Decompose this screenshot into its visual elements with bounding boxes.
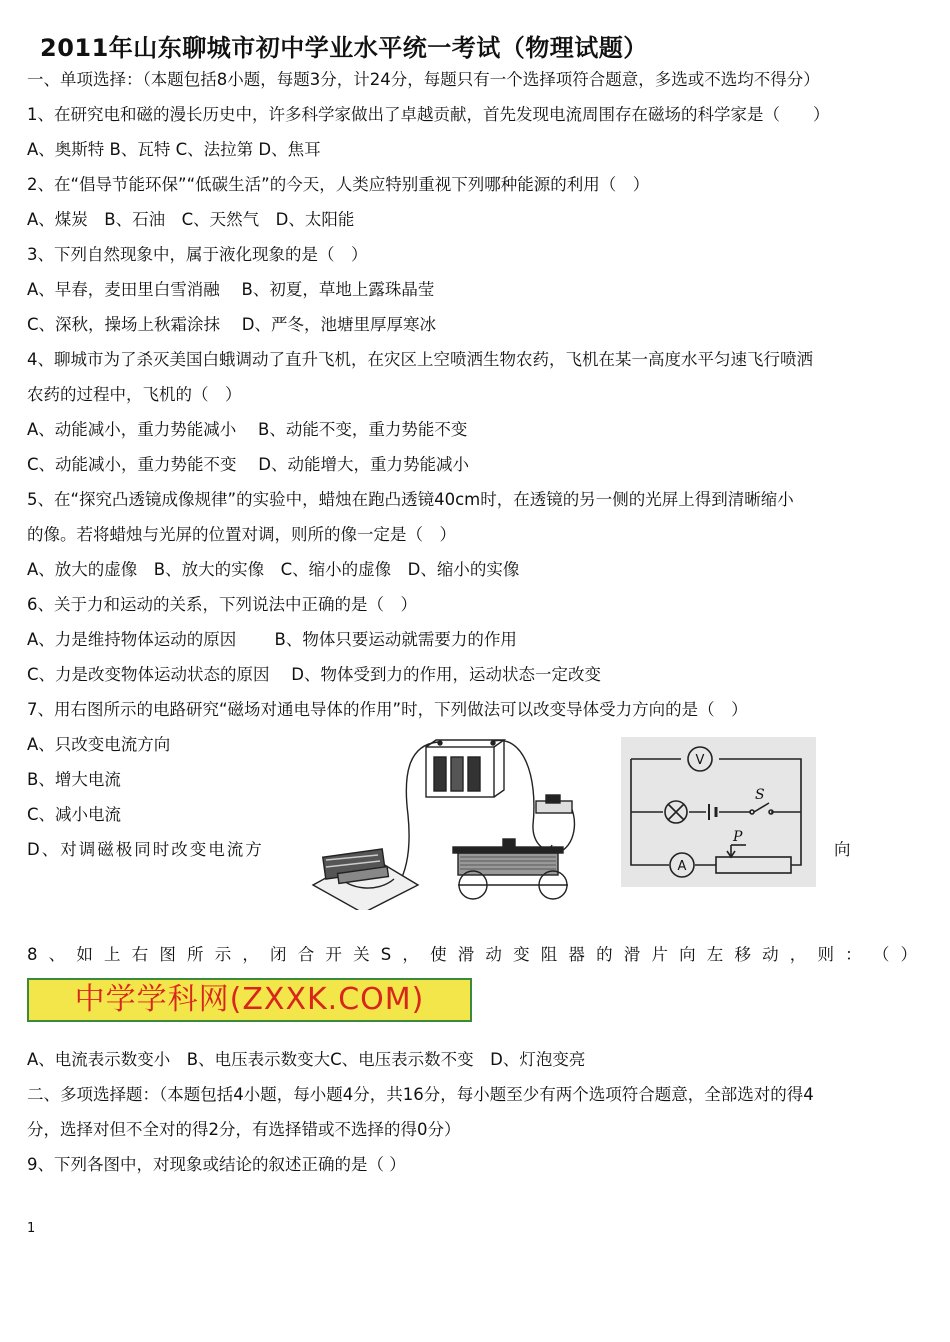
q8-stem-char: 8 [27, 945, 38, 964]
q8-stem-char: 闭 [270, 945, 287, 964]
q8-stem-char: 合 [297, 945, 315, 964]
q8-stem-char: 的 [596, 945, 613, 964]
q1-options: A、奥斯特 B、瓦特 C、法拉第 D、焦耳 [27, 140, 321, 159]
magnet-icon [313, 849, 418, 910]
q5-stem-line1: 5、在“探究凸透镜成像规律”的实验中，蜡烛在跑凸透镜40cm时，在透镜的另一侧的光屏上得到清晰缩小 [27, 490, 794, 509]
q5-stem-line2: 的像。若将蜡烛与光屏的位置对调，则所的像一定是（ ） [27, 525, 456, 544]
q8-stem-char: 动 [762, 945, 779, 964]
q8-stem-char: 如 [76, 945, 93, 964]
q8-stem-char: 、 [48, 945, 66, 964]
q6-options-ab: A、力是维持物体运动的原因 B、物体只要运动就需要力的作用 [27, 630, 517, 649]
q7-apparatus-figure [308, 735, 593, 910]
q8-stem-char: 图 [159, 945, 176, 964]
q7-option-d: D、对调磁极同时改变电流方 [27, 840, 264, 859]
q2-options: A、煤炭 B、石油 C、天然气 D、太阳能 [27, 210, 355, 229]
q8-stem-char: 上 [104, 945, 121, 964]
q9-stem: 9、下列各图中，对现象或结论的叙述正确的是（ ） [27, 1155, 406, 1174]
page-title: 2011年山东聊城市初中学业水平统一考试（物理试题） [40, 34, 648, 62]
switch-label: S [755, 787, 765, 803]
ammeter-label: A [677, 859, 687, 874]
section2-header-line1: 二、多项选择题：（本题包括4小题，每小题4分，共16分，每小题至少有两个选项符合题意，全部选对的得4 [27, 1085, 814, 1104]
q8-stem-char: ， [402, 945, 419, 964]
q8-stem-char: 动 [485, 945, 502, 964]
q3-stem: 3、下列自然现象中，属于液化现象的是（ ） [27, 245, 368, 264]
q8-stem-char: 示 [214, 945, 232, 964]
q8-stem-char: 使 [430, 945, 447, 964]
q3-options-ab: A、早春，麦田里白雪消融 B、初夏，草地上露珠晶莹 [27, 280, 435, 299]
q8-stem-char: 变 [513, 945, 530, 964]
q8-stem-char: ， [242, 945, 259, 964]
section1-header: 一、单项选择：（本题包括8小题，每题3分，计24分，每题只有一个选择项符合题意，多选或不选均不得分） [27, 70, 820, 89]
zxxk-watermark-logo: 中学学科网(ZXXK.COM) [27, 978, 472, 1022]
q8-stem-char: 移 [734, 945, 751, 964]
switch-icon [536, 795, 572, 813]
q5-options: A、放大的虚像 B、放大的实像 C、缩小的虚像 D、缩小的实像 [27, 560, 520, 579]
q6-options-cd: C、力是改变物体运动状态的原因 D、物体受到力的作用，运动状态一定改变 [27, 665, 601, 684]
voltmeter-label: V [695, 753, 705, 768]
q8-stem-char: ： [845, 945, 862, 964]
q6-stem: 6、关于力和运动的关系，下列说法中正确的是（ ） [27, 595, 417, 614]
rheostat-icon [453, 839, 568, 899]
q7-option-a: A、只改变电流方向 [27, 735, 171, 754]
page-number: 1 [27, 1221, 36, 1236]
q8-stem-char: 滑 [623, 945, 641, 964]
q8-stem-char: 滑 [457, 945, 475, 964]
q4-options-cd: C、动能减小，重力势能不变 D、动能增大，重力势能减小 [27, 455, 469, 474]
section2-header-line2: 分，选择对但不全对的得2分，有选择错或不选择的得0分） [27, 1120, 461, 1139]
q8-stem-char: 所 [187, 945, 204, 964]
q7-stem: 7、用右图所示的电路研究“磁场对通电导体的作用”时，下列做法可以改变导体受力方向的是（ ） [27, 700, 748, 719]
q8-stem-char: 器 [568, 945, 585, 964]
q8-stem [27, 945, 917, 965]
q8-stem-char: 向 [679, 945, 696, 964]
q8-options: A、电流表示数变小 B、电压表示数变大C、电压表示数不变 D、灯泡变亮 [27, 1050, 586, 1069]
q8-stem-char: S [380, 945, 392, 964]
q8-stem-char: 阻 [540, 945, 558, 964]
q8-circuit-diagram [621, 737, 816, 887]
q7-option-c: C、减小电流 [27, 805, 122, 824]
q8-stem-char: 右 [131, 945, 149, 964]
q7-option-b: B、增大电流 [27, 770, 121, 789]
q3-options-cd: C、深秋，操场上秋霜涂抹 D、严冬，池塘里厚厚寒冰 [27, 315, 436, 334]
q8-stem-char: 则 [817, 945, 834, 964]
q2-stem: 2、在“倡导节能环保”“低碳生活”的今天，人类应特别重视下列哪种能源的利用（ ） [27, 175, 650, 194]
slider-label: P [733, 829, 743, 845]
q1-stem: 1、在研究电和磁的漫长历史中，许多科学家做出了卓越贡献，首先发现电流周围存在磁场的科学家是（ ） [27, 105, 830, 124]
battery-icon [426, 740, 504, 797]
q7-option-d-end: 向 [834, 840, 851, 859]
q8-stem-char: 片 [651, 945, 668, 964]
q4-stem-line1: 4、聊城市为了杀灭美国白蛾调动了直升飞机，在灾区上空喷洒生物农药，飞机在某一高度水平匀速飞行喷洒 [27, 350, 813, 369]
q4-stem-line2: 农药的过程中，飞机的（ ） [27, 385, 242, 404]
q8-stem-char: （ [872, 945, 890, 964]
q8-stem-char: 关 [353, 945, 370, 964]
q8-stem-char: ， [789, 945, 807, 964]
q4-options-ab: A、动能减小，重力势能减小 B、动能不变，重力势能不变 [27, 420, 468, 439]
q8-stem-char: 左 [706, 945, 724, 964]
q8-stem-char: ） [900, 945, 917, 964]
q8-stem-char: 开 [325, 945, 342, 964]
